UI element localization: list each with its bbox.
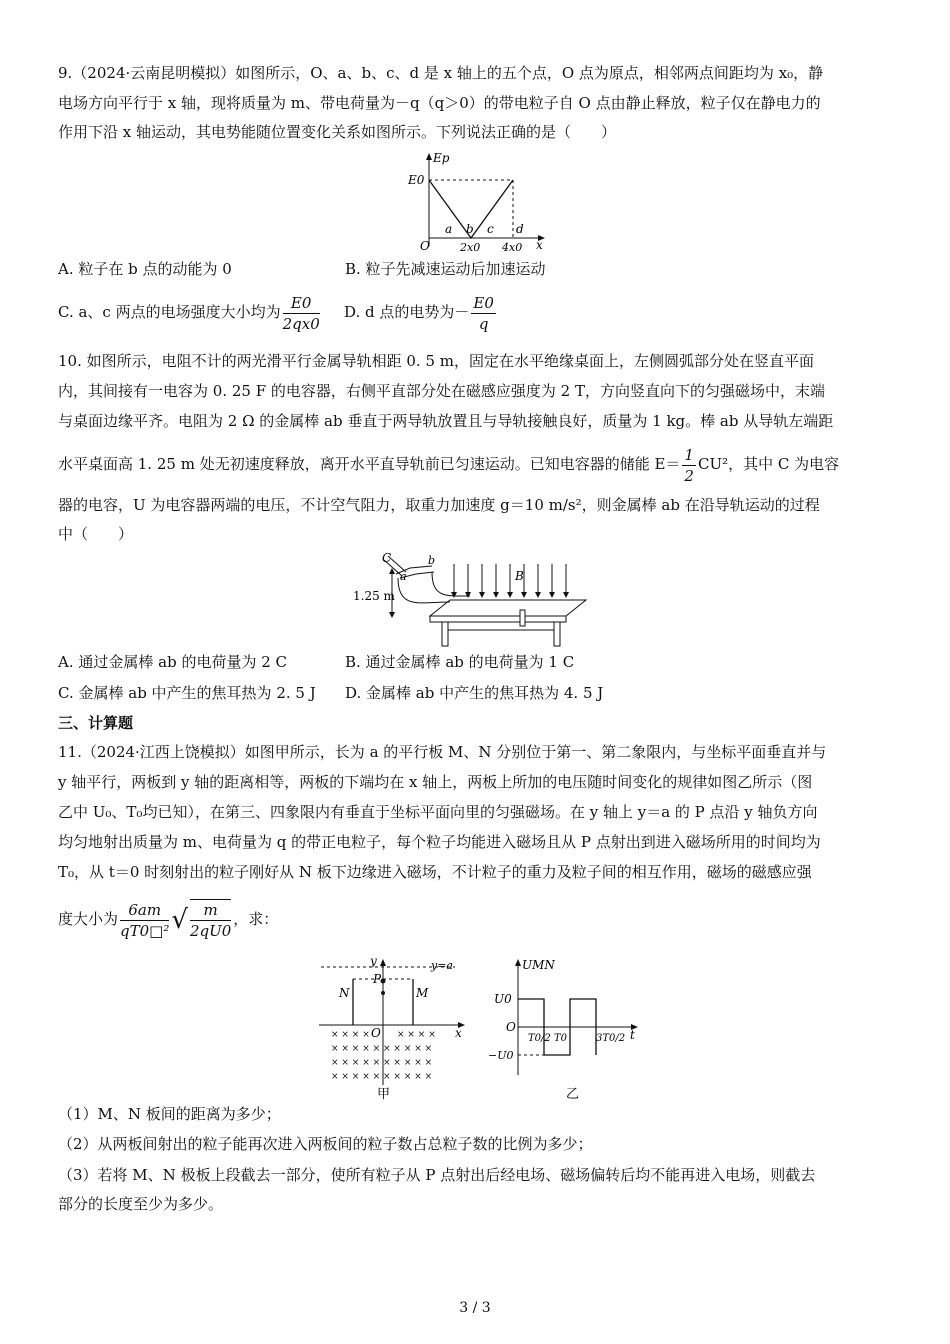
q10-line-1: 10. 如图所示，电阻不计的两光滑平行金属导轨相距 0. 5 m，固定在水平绝缘桌面上，左侧圆弧部分处在竖直平面 — [58, 352, 815, 370]
q11-line-6 — [58, 894, 278, 944]
q10-energy-denominator: 2 — [684, 466, 694, 485]
q10-option-c: C. 金属棒 ab 中产生的焦耳热为 2. 5 J — [58, 684, 316, 702]
q11-field-numerator: 6am — [120, 900, 169, 921]
fig-jia-origin: O — [371, 1026, 381, 1040]
q11-root-numerator: m — [190, 900, 231, 921]
q11-line-3: 乙中 U₀、T₀均已知），在第三、四象限内有垂直于坐标平面向里的匀强磁场。在 y 轴上 y＝a 的 P 点沿 y 轴负方向 — [58, 803, 818, 821]
q11-sub-1: （1）M、N 板间的距离为多少； — [58, 1105, 281, 1123]
fig-yi-origin: O — [506, 1020, 516, 1034]
q9-line-1: 9.（2024·云南昆明模拟）如图所示，O、a、b、c、d 是 x 轴上的五个点，O 点为原点，相邻两点间距均为 x₀，静 — [58, 64, 824, 82]
q10-line-4 — [58, 442, 839, 486]
q9-option-a: A. 粒子在 b 点的动能为 0 — [58, 260, 232, 278]
q9-option-c-numerator: E0 — [283, 293, 320, 314]
q11-sub-3a: （3）若将 M、N 极板上段截去一部分，使所有粒子从 P 点射出后经电场、磁场偏转后均不能再进入电场，则截去 — [58, 1166, 816, 1184]
q10-rail-diagram — [350, 550, 590, 650]
q11-figure-yi — [488, 955, 648, 1105]
q10-option-a: A. 通过金属棒 ab 的电荷量为 2 C — [58, 653, 288, 671]
graph-point-c: c — [487, 222, 494, 236]
graph-origin-label: O — [420, 239, 430, 253]
q10-capacitor-label: C — [382, 551, 392, 565]
fig-yi-tick-t0: T0 — [554, 1033, 568, 1044]
q10-line-4-text: 水平桌面高 1. 25 m 处无初速度释放，离开水平直导轨前已匀速运动。已知电容器的储能 E＝ — [58, 455, 681, 473]
q11-line-6-text: 度大小为 — [58, 910, 119, 928]
q10-line-5: 器的电容，U 为电容器两端的电压，不计空气阻力，取重力加速度 g＝10 m/s²，则金属棒 ab 在沿导轨运动的过程 — [58, 496, 820, 514]
svg-text:× × × × × × × × × ×: × × × × × × × × × × — [331, 1072, 433, 1082]
sqrt-symbol: √ — [171, 905, 188, 935]
q9-option-d-text: D. d 点的电势为－ — [344, 303, 470, 321]
q9-line-3: 作用下沿 x 轴运动，其电势能随位置变化关系如图所示。下列说法正确的是（ ） — [58, 123, 616, 141]
q10-line-3: 与桌面边缘平齐。电阻为 2 Ω 的金属棒 ab 垂直于两导轨放置且与导轨接触良好，质量为 1 kg。棒 ab 从导轨左端距 — [58, 412, 834, 430]
svg-text:× × × ×: × × × × — [397, 1030, 436, 1040]
q10-field-label: B — [515, 569, 524, 583]
q9-option-d-denominator: q — [478, 314, 489, 333]
fig-yi-tick-half: T0/2 — [528, 1033, 551, 1044]
fig-jia-m-label: M — [416, 986, 429, 1000]
q11-sub-3b: 部分的长度至少为多少。 — [58, 1195, 224, 1213]
q10-line-6: 中（ ） — [58, 525, 134, 543]
svg-text:× × × ×: × × × × — [331, 1030, 370, 1040]
graph-point-d: d — [516, 222, 524, 236]
fig-jia-p-label: P — [373, 972, 382, 986]
q10-option-d: D. 金属棒 ab 中产生的焦耳热为 4. 5 J — [345, 684, 604, 702]
fig-yi-neg-u0-label: −U0 — [488, 1049, 514, 1062]
q9-option-c — [58, 290, 322, 334]
q10-energy-numerator: 1 — [684, 445, 694, 464]
fig-jia-x-label: x — [455, 1026, 462, 1040]
graph-tick-2x0: 2x0 — [460, 241, 481, 254]
q11-root-fraction — [190, 899, 231, 941]
q9-option-d-fraction — [471, 293, 496, 334]
q11-line-5: T₀，从 t＝0 时刻射出的粒子刚好从 N 板下边缘进入磁场，不计粒子的重力及粒子间的相互作用，磁场的磁感应强 — [58, 863, 812, 881]
fig-yi-u-label: UMN — [522, 958, 555, 972]
q9-option-b: B. 粒子先减速运动后加速运动 — [345, 260, 546, 278]
fig-jia-n-label: N — [339, 986, 350, 1000]
q11-field-fraction — [120, 900, 169, 941]
graph-ylabel: Ep — [433, 151, 450, 165]
q9-option-c-text: C. a、c 两点的电场强度大小均为 — [58, 303, 281, 321]
q11-field-denominator: qT0□² — [120, 921, 170, 940]
svg-text:× × × × × × × × × ×: × × × × × × × × × × — [331, 1058, 433, 1068]
q11-root-denominator: 2qU0 — [189, 922, 232, 940]
q9-option-c-denominator: 2qx0 — [282, 314, 320, 333]
q10-bar-end-a: a — [400, 570, 407, 583]
graph-tick-4x0: 4x0 — [502, 241, 523, 254]
fig-jia-ya-label: y=a — [431, 959, 453, 972]
q11-figure-jia — [315, 955, 475, 1105]
q10-energy-fraction — [682, 445, 696, 486]
fig-yi-caption: 乙 — [566, 1087, 580, 1102]
svg-text:× × × × × × × × × ×: × × × × × × × × × × — [331, 1044, 433, 1054]
q10-line-4-tail: CU²，其中 C 为电容 — [697, 455, 840, 473]
q9-option-d-numerator: E0 — [473, 293, 494, 312]
q9-potential-energy-graph — [405, 150, 555, 256]
section-title: 三、计算题 — [58, 714, 134, 732]
fig-yi-tick-3half: 3T0/2 — [596, 1033, 626, 1044]
q9-line-2: 电场方向平行于 x 轴，现将质量为 m、带电荷量为－q（q＞0）的带电粒子自 O 点由静止释放，粒子仅在静电力的 — [58, 94, 821, 112]
fig-yi-t-label: t — [630, 1028, 635, 1042]
q10-option-b: B. 通过金属棒 ab 的电荷量为 1 C — [345, 653, 575, 671]
graph-e0-label: E0 — [408, 173, 425, 187]
q9-option-d — [344, 290, 498, 334]
page-number: 3 / 3 — [459, 1300, 491, 1316]
q11-line-4: 均匀地射出质量为 m、电荷量为 q 的带正电粒子，每个粒子均能进入磁场且从 P 点射出到进入磁场所用的时间均为 — [58, 833, 821, 851]
q11-line-1: 11.（2024·江西上饶模拟）如图甲所示，长为 a 的平行板 M、N 分别位于第一、第二象限内，与坐标平面垂直并与 — [58, 743, 827, 761]
graph-point-a: a — [445, 222, 453, 236]
q11-line-6-tail: ，求： — [233, 910, 279, 928]
q10-line-2: 内，其间接有一电容为 0. 25 F 的电容器，右侧平直部分处在磁感应强度为 2 T，方向竖直向下的匀强磁场中，末端 — [58, 382, 825, 400]
fig-jia-caption: 甲 — [377, 1087, 391, 1102]
q9-option-c-fraction — [283, 293, 320, 334]
fig-jia-y-label: y — [370, 955, 377, 968]
graph-point-b: b — [466, 222, 474, 236]
q10-bar-end-b: b — [428, 554, 436, 567]
q11-line-2: y 轴平行，两板到 y 轴的距离相等，两板的下端均在 x 轴上，两板上所加的电压随时间变化的规律如图乙所示（图 — [58, 773, 813, 791]
q10-height-label: 1.25 m — [353, 589, 395, 603]
fig-yi-u0-label: U0 — [494, 992, 512, 1006]
graph-x-label: x — [536, 238, 543, 252]
q11-sub-2: （2）从两板间射出的粒子能再次进入两板间的粒子数占总粒子数的比例为多少； — [58, 1135, 593, 1153]
